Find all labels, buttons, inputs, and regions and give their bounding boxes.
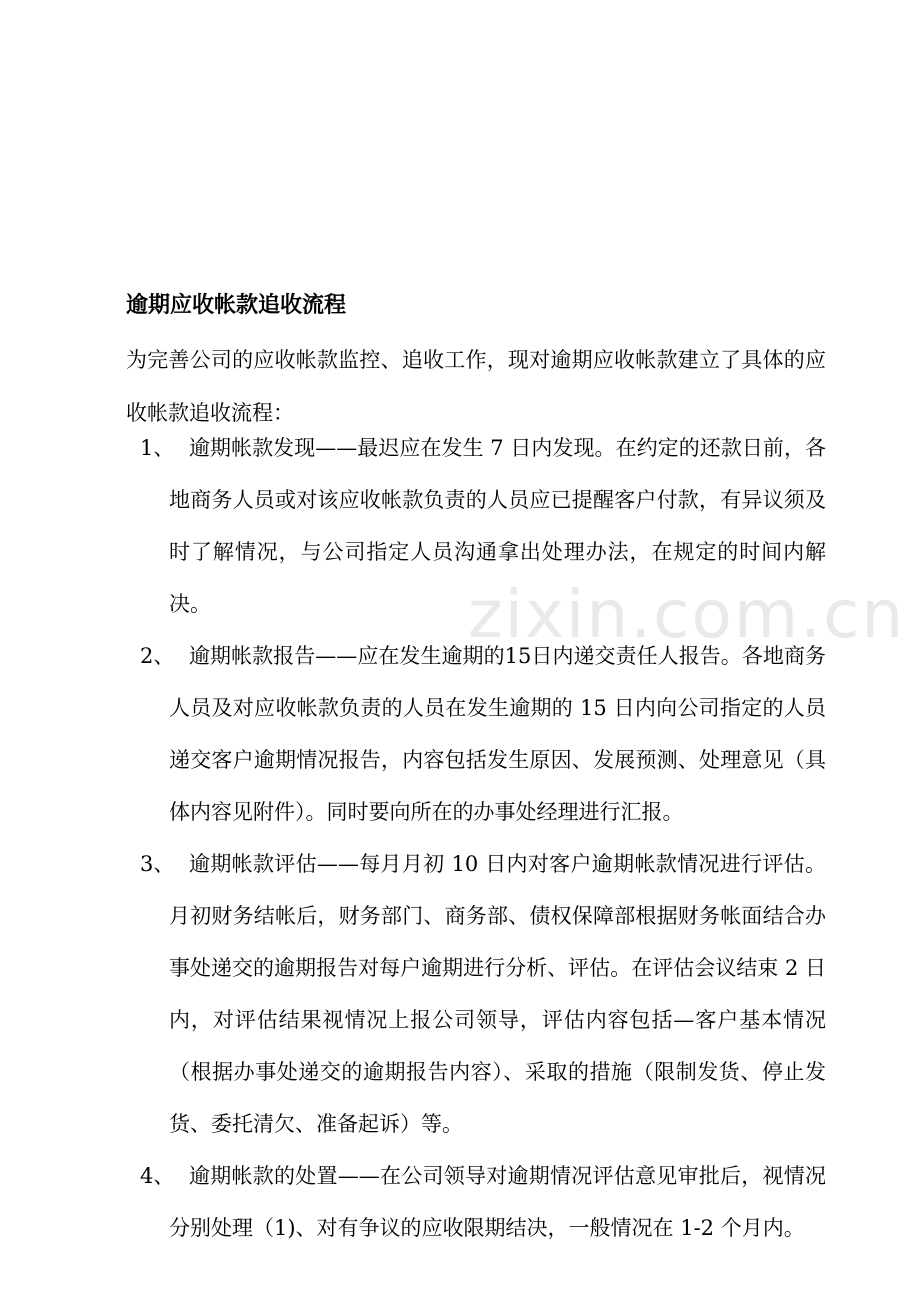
intro-paragraph: 为完善公司的应收帐款监控、追收工作，现对逾期应收帐款建立了具体的应收帐款追收流程：: [126, 348, 826, 425]
list-item: [126, 1150, 826, 1254]
procedure-list: [126, 422, 826, 1254]
item-text: 逾期帐款评估——每月月初 10 日内对客户逾期帐款情况进行评估。月初财务结帐后，财务部门、商务部、债权保障部根据财务帐面结合办事处递交的逾期报告对每户逾期进行分析、评估。在评估会议结束 2 日内，对评估结果视情况上报公司领导，评估内容包括—客户基本情况（根据办事处递交的逾期报告内容）、采取的措施（限制发货、停止发货、委托清欠、准备起诉）等。: [169, 852, 826, 1136]
list-item: [126, 630, 826, 838]
item-number: 3、: [140, 852, 175, 876]
item-number: 4、: [140, 1164, 175, 1188]
item-number: 2、: [140, 644, 175, 668]
list-item: [126, 422, 826, 630]
item-text: 逾期帐款发现——最迟应在发生 7 日内发现。在约定的还款日前，各地商务人员或对该应收帐款负责的人员应已提醒客户付款，有异议须及时了解情况，与公司指定人员沟通拿出处理办法，在规定的时间内解决。: [169, 436, 826, 616]
watermark: zixin.com.cn: [468, 576, 906, 653]
list-item: [126, 838, 826, 1150]
item-text: 逾期帐款的处置——在公司领导对逾期情况评估意见审批后，视情况分别处理（1)、对有争议的应收限期结决，一般情况在 1-2 个月内。: [169, 1164, 826, 1240]
item-number: 1、: [140, 436, 175, 460]
item-text: 逾期帐款报告——应在发生逾期的15日内递交责任人报告。各地商务人员及对应收帐款负责的人员在发生逾期的 15 日内向公司指定的人员递交客户逾期情况报告，内容包括发生原因、发展预测、处理意见（具体内容见附件）。同时要向所在的办事处经理进行汇报。: [169, 644, 826, 824]
document-title: 逾期应收帐款追收流程: [126, 293, 347, 318]
